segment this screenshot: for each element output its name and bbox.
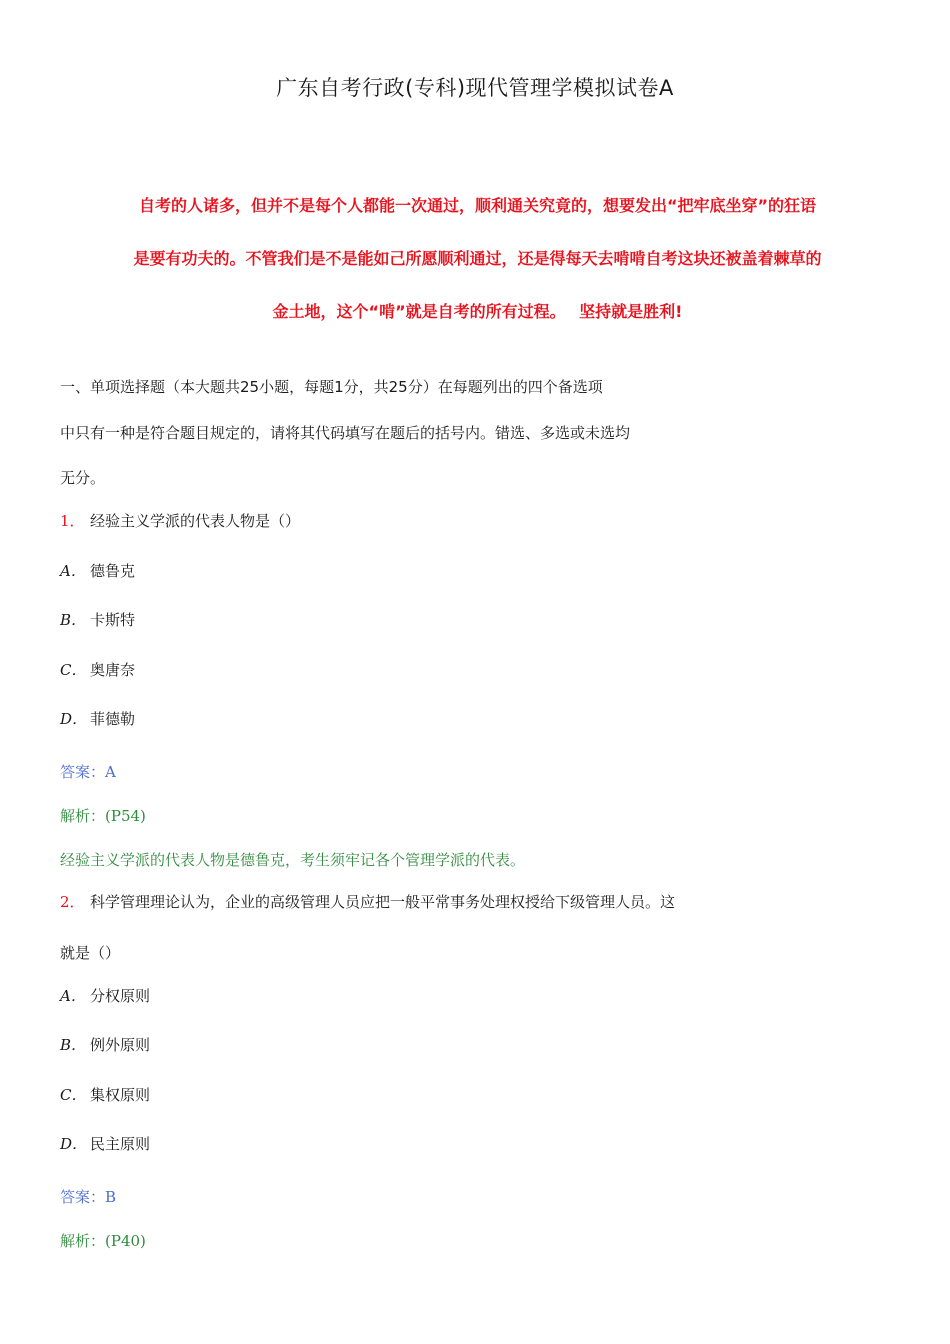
option-letter: A． bbox=[60, 562, 86, 580]
option-a bbox=[60, 560, 135, 581]
section-instruction-line-2: 中只有一种是符合题目规定的，请将其代码填写在题后的括号内。错选、多选或未选均 bbox=[60, 424, 631, 442]
option-b bbox=[60, 609, 135, 630]
question-2 bbox=[60, 891, 675, 912]
motto-line-3: 金土地，这个“啃”就是自考的所有过程。 坚持就是胜利! bbox=[272, 302, 683, 321]
question-2-stem-continued: 就是（） bbox=[60, 944, 121, 962]
option-d bbox=[60, 708, 135, 729]
option-text: 集权原则 bbox=[90, 1086, 151, 1104]
section-instruction-line-3: 无分。 bbox=[60, 469, 106, 487]
question-number: 2． bbox=[60, 893, 85, 911]
option-letter: A． bbox=[60, 987, 86, 1005]
option-c bbox=[60, 659, 135, 680]
option-text: 奥唐奈 bbox=[90, 661, 136, 679]
option-text: 例外原则 bbox=[90, 1036, 151, 1054]
option-letter: D． bbox=[60, 710, 88, 728]
option-letter: D． bbox=[60, 1135, 88, 1153]
section-instruction-line-1: 一、单项选择题（本大题共25小题，每题1分，共25分）在每题列出的四个备选项 bbox=[60, 378, 603, 396]
option-text: 分权原则 bbox=[90, 987, 151, 1005]
analysis-1: 解析：(P54) bbox=[60, 807, 146, 825]
question-stem: 经验主义学派的代表人物是（） bbox=[90, 512, 301, 530]
analysis-2: 解析：(P40) bbox=[60, 1232, 146, 1250]
option-a bbox=[60, 985, 150, 1006]
option-letter: C． bbox=[60, 1086, 87, 1104]
option-b bbox=[60, 1034, 150, 1055]
motto-line-2: 是要有功夫的。不管我们是不是能如己所愿顺利通过，还是得每天去啃啃自考这块还被盖着棘草的 bbox=[133, 249, 822, 268]
option-c bbox=[60, 1084, 150, 1105]
question-number: 1． bbox=[60, 512, 85, 530]
option-text: 菲德勒 bbox=[90, 710, 136, 728]
option-text: 卡斯特 bbox=[90, 611, 136, 629]
answer-1: 答案：A bbox=[60, 763, 116, 781]
option-letter: B． bbox=[60, 1036, 87, 1054]
option-text: 德鲁克 bbox=[90, 562, 136, 580]
motto-line-1: 自考的人诸多，但并不是每个人都能一次通过，顺利通关究竟的，想要发出“把牢底坐穿”的狂语 bbox=[138, 196, 817, 215]
page-title: 广东自考行政(专科)现代管理学模拟试卷A bbox=[276, 76, 674, 100]
question-stem: 科学管理理论认为，企业的高级管理人员应把一般平常事务处理权授给下级管理人员。这 bbox=[90, 893, 676, 911]
explanation-1: 经验主义学派的代表人物是德鲁克，考生须牢记各个管理学派的代表。 bbox=[60, 851, 526, 869]
option-letter: C． bbox=[60, 661, 87, 679]
option-text: 民主原则 bbox=[90, 1135, 151, 1153]
answer-2: 答案：B bbox=[60, 1188, 117, 1206]
option-letter: B． bbox=[60, 611, 87, 629]
question-1 bbox=[60, 510, 300, 531]
option-d bbox=[60, 1133, 150, 1154]
